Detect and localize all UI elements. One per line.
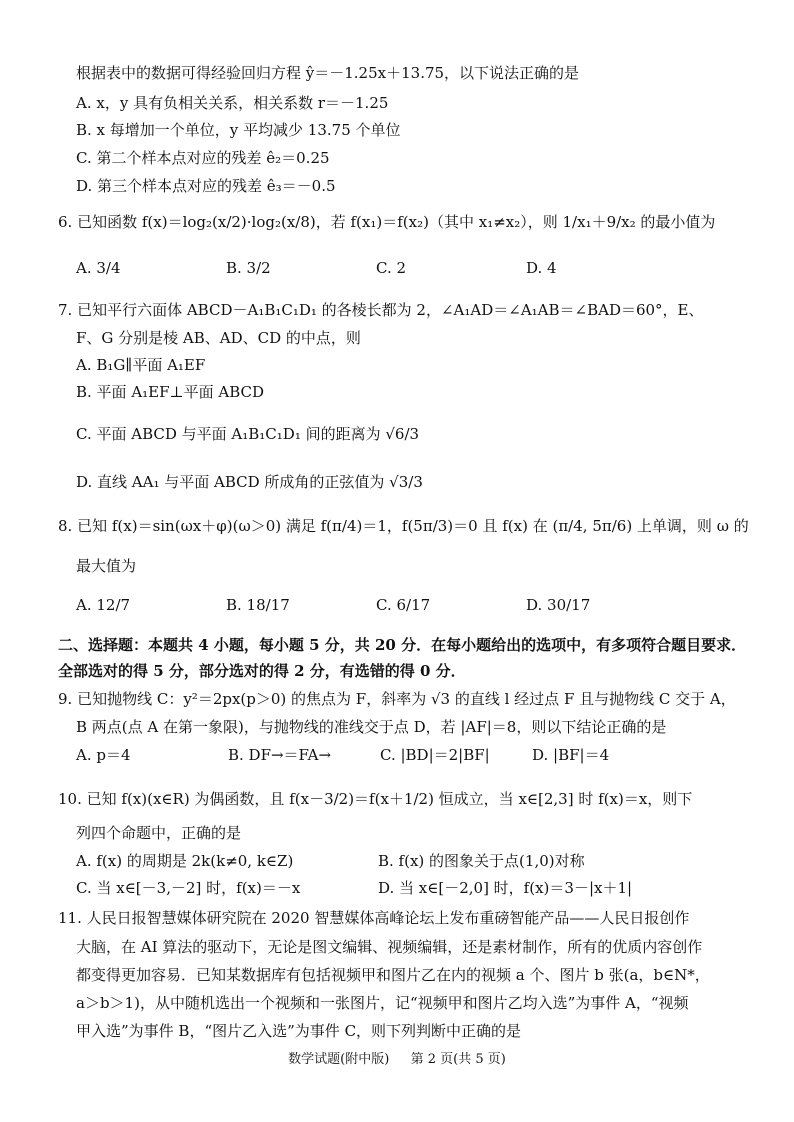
q11-line3: 都变得更加容易．已知某数据库有包括视频甲和图片乙在内的视频 a 个、图片 b 张(a，b∈N*，	[76, 966, 710, 984]
q7-stem-line2: F、G 分别是棱 AB、AD、CD 的中点，则	[76, 329, 361, 347]
q6-option-b: B. 3/2	[226, 259, 271, 277]
q9-option-b: B. DF→＝FA→	[228, 746, 332, 764]
q6-option-d: D. 4	[526, 259, 557, 277]
q9-options	[76, 746, 716, 765]
q6-stem: 6. 已知函数 f(x)＝log₂(x/2)·log₂(x/8)，若 f(x₁)＝f(x₂)（其中 x₁≠x₂），则 1/x₁＋9/x₂ 的最小值为	[58, 213, 716, 231]
page-footer	[0, 1052, 794, 1068]
q10-option-a: A. f(x) 的周期是 2k(k≠0, k∈Z)	[76, 852, 294, 870]
footer-page-number: 第 2 页(共 5 页)	[410, 1052, 506, 1067]
q5-option-c: C. 第二个样本点对应的残差 ê₂＝0.25	[76, 149, 330, 167]
q10-option-d: D. 当 x∈[－2,0] 时，f(x)＝3－|x＋1|	[378, 879, 633, 897]
q9-stem-line1: 9. 已知抛物线 C：y²＝2px(p＞0) 的焦点为 F，斜率为 √3 的直线 l 经过点 F 且与抛物线 C 交于 A，	[58, 690, 736, 708]
q10-option-c: C. 当 x∈[－3,－2] 时，f(x)＝－x	[76, 879, 301, 897]
q9-option-d: D. |BF|＝4	[532, 746, 610, 764]
q7-option-b: B. 平面 A₁EF⊥平面 ABCD	[76, 383, 265, 401]
q5-option-d: D. 第三个样本点对应的残差 ê₃＝－0.5	[76, 177, 336, 195]
q10-stem-line1: 10. 已知 f(x)(x∈R) 为偶函数，且 f(x－3/2)＝f(x＋1/2) 恒成立，当 x∈[2,3] 时 f(x)＝x，则下	[58, 790, 693, 808]
q9-stem-line2: B 两点(点 A 在第一象限)，与抛物线的准线交于点 D，若 |AF|＝8，则以下结论正确的是	[76, 718, 667, 736]
section2-heading-line1: 二、选择题：本题共 4 小题，每小题 5 分，共 20 分．在每小题给出的选项中，有多项符合题目要求．	[58, 636, 747, 654]
q11-line1: 11. 人民日报智慧媒体研究院在 2020 智慧媒体高峰论坛上发布重磅智能产品——人民日报创作	[58, 909, 690, 927]
q11-line5: 甲入选”为事件 B，“图片乙入选”为事件 C，则下列判断中正确的是	[76, 1022, 522, 1040]
q5-stem: 根据表中的数据可得经验回归方程 ŷ＝－1.25x＋13.75，以下说法正确的是	[76, 64, 580, 82]
q8-stem-line1: 8. 已知 f(x)＝sin(ωx＋φ)(ω＞0) 满足 f(π/4)＝1，f(5π/3)＝0 且 f(x) 在 (π/4, 5π/6) 上单调，则 ω 的	[58, 517, 749, 535]
q10-stem-line2: 列四个命题中，正确的是	[76, 824, 242, 842]
q11-line4: a＞b＞1)，从中随机选出一个视频和一张图片，记“视频甲和图片乙均入选”为事件 A，“视频	[76, 994, 689, 1012]
q6-option-a: A. 3/4	[76, 259, 121, 277]
q8-option-b: B. 18/17	[226, 596, 290, 614]
q5-option-a: A. x，y 具有负相关关系，相关系数 r＝－1.25	[76, 94, 389, 112]
q8-stem-line2: 最大值为	[76, 557, 137, 575]
q7-option-a: A. B₁G∥平面 A₁EF	[76, 356, 206, 374]
q10-options-row1	[76, 852, 716, 871]
q11-line2: 大脑，在 AI 算法的驱动下，无论是图文编辑、视频编辑，还是素材制作，所有的优质内容创作	[76, 938, 703, 956]
q6-option-c: C. 2	[376, 259, 407, 277]
q8-option-d: D. 30/17	[526, 596, 591, 614]
q8-option-c: C. 6/17	[376, 596, 431, 614]
q7-option-d: D. 直线 AA₁ 与平面 ABCD 所成角的正弦值为 √3/3	[76, 473, 423, 491]
q10-option-b: B. f(x) 的图象关于点(1,0)对称	[378, 852, 585, 870]
section2-heading-line2: 全部选对的得 5 分，部分选对的得 2 分，有选错的得 0 分．	[58, 662, 466, 680]
q7-option-c: C. 平面 ABCD 与平面 A₁B₁C₁D₁ 间的距离为 √6/3	[76, 425, 420, 443]
q6-options	[76, 259, 676, 278]
q9-option-c: C. |BD|＝2|BF|	[380, 746, 490, 764]
q10-options-row2	[76, 879, 716, 898]
q9-option-a: A. p＝4	[76, 746, 131, 764]
footer-subject: 数学试题(附中版)	[288, 1052, 390, 1067]
q8-options	[76, 596, 676, 615]
q5-option-b: B. x 每增加一个单位，y 平均减少 13.75 个单位	[76, 121, 401, 139]
q8-option-a: A. 12/7	[76, 596, 131, 614]
q7-stem-line1: 7. 已知平行六面体 ABCD－A₁B₁C₁D₁ 的各棱长都为 2，∠A₁AD＝∠A₁AB＝∠BAD＝60°，E、	[58, 301, 704, 319]
